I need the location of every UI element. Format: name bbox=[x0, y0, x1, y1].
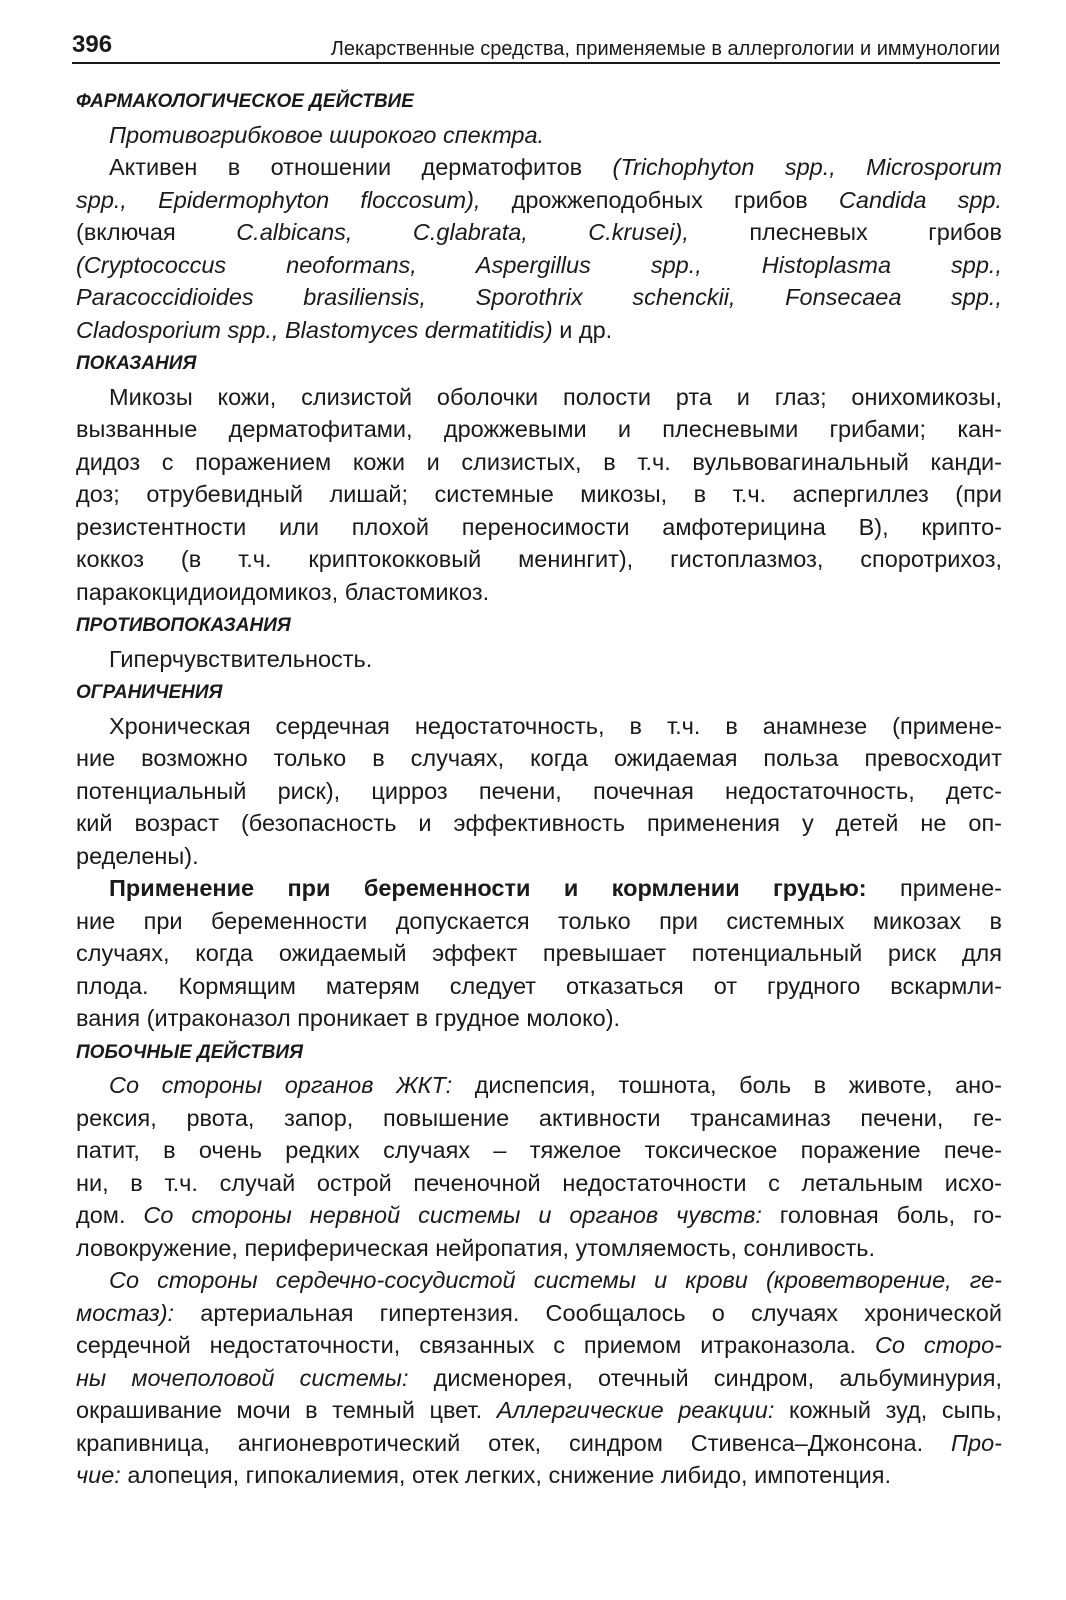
text-span: дом. bbox=[76, 1202, 144, 1228]
text-line: Микозы кожи, слизистой оболочки полости рта и глаз; онихомикозы, bbox=[109, 383, 1002, 410]
text-line bbox=[76, 1362, 1002, 1395]
text-line bbox=[76, 1329, 1002, 1362]
text-line bbox=[76, 1199, 1002, 1232]
text-line: паракокцидиоидомикоз, бластомикоз. bbox=[76, 578, 490, 605]
page-number: 396 bbox=[72, 31, 113, 58]
text-line bbox=[76, 1459, 1002, 1492]
text-line: (Cryptococcus neoformans, Aspergillus spp., Histoplasma spp., bbox=[76, 251, 1002, 278]
text-line: ние при беременности допускается только при системных микозах в bbox=[76, 907, 1002, 934]
text-span: Противогрибковое широкого спектра. bbox=[109, 121, 545, 148]
text-line bbox=[76, 314, 1002, 347]
heading-side-effects: ПОБОЧНЫЕ ДЕЙСТВИЯ bbox=[76, 1041, 303, 1063]
text-span: алопеция, гипокалиемия, отек легких, снижение либидо, импотенция. bbox=[120, 1462, 892, 1488]
text-span: Со стороны нервной системы и органов чувств: bbox=[143, 1202, 762, 1228]
text-span: крапивница, ангионевротический отек, синдром Стивенса–Джонсона. bbox=[76, 1429, 951, 1456]
running-title: Лекарственные средства, применяемые в аллергологии и иммунологии bbox=[330, 38, 1000, 60]
text-span: головная боль, го- bbox=[761, 1202, 1002, 1228]
text-line: вания (итраконазол проникает в грудное молоко). bbox=[76, 1005, 621, 1031]
text-span: Активен в отношении дерматофитов bbox=[109, 154, 613, 180]
text-span: Со стороны органов ЖКТ: bbox=[109, 1072, 453, 1098]
text-line: Хроническая сердечная недостаточность, в т.ч. в анамнезе (примене- bbox=[109, 712, 1002, 739]
text-line: Гиперчувствительность. bbox=[109, 645, 373, 672]
text-line: ни, в т.ч. случай острой печеночной недостаточности с летальным исхо- bbox=[76, 1169, 1002, 1196]
text-span: (Trichophyton spp., Microsporum bbox=[612, 154, 1002, 180]
text-span: Аллергические реакции: bbox=[496, 1397, 775, 1423]
text-span: дрожжеподобных грибов bbox=[480, 186, 839, 213]
text-span: артериальная гипертензия. Сообщалось о случаях хронической bbox=[174, 1299, 1002, 1326]
text-span: окрашивание мочи в темный цвет. bbox=[76, 1397, 497, 1423]
text-line: случаях, когда ожидаемый эффект превышает потенциальный риск для bbox=[76, 940, 1002, 966]
text-span: C.albicans, C.glabrata, C.krusei), bbox=[236, 219, 689, 245]
text-line: кий возраст (безопасность и эффективность применения у детей не оп- bbox=[76, 810, 1002, 836]
text-span: примене- bbox=[866, 875, 1002, 901]
text-span: сердечной недостаточности, связанных с приемом итраконазола. bbox=[76, 1332, 875, 1358]
text-line: потенциальный риск), цирроз печени, почечная недостаточность, детс- bbox=[76, 777, 1002, 804]
text-span: Про- bbox=[951, 1429, 1002, 1456]
text-line: Со стороны сердечно-сосудистой системы и крови (кроветворение, ге- bbox=[109, 1267, 1002, 1293]
text-line: патит, в очень редких случаях – тяжелое токсическое поражение пече- bbox=[76, 1137, 1002, 1163]
text-line: вызванные дерматофитами, дрожжевыми и плесневыми грибами; кан- bbox=[76, 416, 1002, 442]
text-span: кожный зуд, сыпь, bbox=[774, 1397, 1002, 1423]
text-line bbox=[76, 872, 1002, 905]
text-span: мостаз): bbox=[76, 1299, 175, 1326]
heading-pharmacological-action: ФАРМАКОЛОГИЧЕСКОЕ ДЕЙСТВИЕ bbox=[76, 91, 414, 112]
heading-indications: ПОКАЗАНИЯ bbox=[76, 353, 197, 374]
text-span: дисменорея, отечный синдром, альбуминурия, bbox=[408, 1364, 1002, 1391]
text-line: плода. Кормящим матерям следует отказаться от грудного вскармли- bbox=[76, 972, 1002, 999]
text-span: плесневых грибов bbox=[688, 219, 1002, 245]
text-line bbox=[76, 1069, 1002, 1102]
text-line: доз; отрубевидный лишай; системные микозы, в т.ч. аспергиллез (при bbox=[76, 481, 1002, 507]
text-line bbox=[76, 184, 1002, 217]
heading-limitations: ОГРАНИЧЕНИЯ bbox=[76, 682, 223, 703]
text-span: диспепсия, тошнота, боль в животе, ано- bbox=[452, 1072, 1002, 1098]
text-span: ны мочеполовой системы: bbox=[76, 1364, 409, 1391]
text-line bbox=[76, 1427, 1002, 1460]
text-span: Со сторо- bbox=[874, 1332, 1002, 1358]
text-line: рексия, рвота, запор, повышение активности трансаминаз печени, ге- bbox=[76, 1104, 1002, 1131]
text-line: коккоз (в т.ч. криптококковый менингит), гистоплазмоз, споротрихоз, bbox=[76, 546, 1002, 572]
page-header bbox=[72, 30, 1000, 64]
text-line: ние возможно только в случаях, когда ожидаемая польза превосходит bbox=[76, 745, 1002, 771]
text-span: и др. bbox=[552, 316, 613, 343]
text-line bbox=[76, 1394, 1002, 1427]
text-span: spp., Epidermophyton floccosum), bbox=[76, 186, 481, 213]
text-line: резистентности или плохой переносимости амфотерицина В), крипто- bbox=[76, 513, 1002, 540]
text-line: ловокружение, периферическая нейропатия, утомляемость, сонливость. bbox=[76, 1234, 875, 1261]
text-line bbox=[76, 1297, 1002, 1330]
text-span: Cladosporium spp., Blastomyces dermatitidis) bbox=[76, 316, 553, 343]
text-line bbox=[76, 216, 1002, 249]
heading-contraindications: ПРОТИВОПОКАЗАНИЯ bbox=[76, 615, 291, 636]
pregnancy-title: Применение при беременности и кормлении грудью: bbox=[109, 875, 867, 901]
text-line bbox=[76, 151, 1002, 184]
header-rule bbox=[72, 62, 1000, 64]
text-line: дидоз с поражением кожи и слизистых, в т.ч. вульвовагинальный канди- bbox=[76, 448, 1002, 475]
text-line: ределены). bbox=[76, 842, 199, 869]
text-span: чие: bbox=[76, 1462, 121, 1488]
text-span: Candida spp. bbox=[838, 186, 1002, 213]
text-line: Paracoccidioides brasiliensis, Sporothrix schenckii, Fonsecaea spp., bbox=[76, 284, 1002, 310]
text-span: (включая bbox=[76, 219, 237, 245]
page-body bbox=[76, 86, 1002, 1492]
text-line bbox=[76, 119, 1002, 152]
